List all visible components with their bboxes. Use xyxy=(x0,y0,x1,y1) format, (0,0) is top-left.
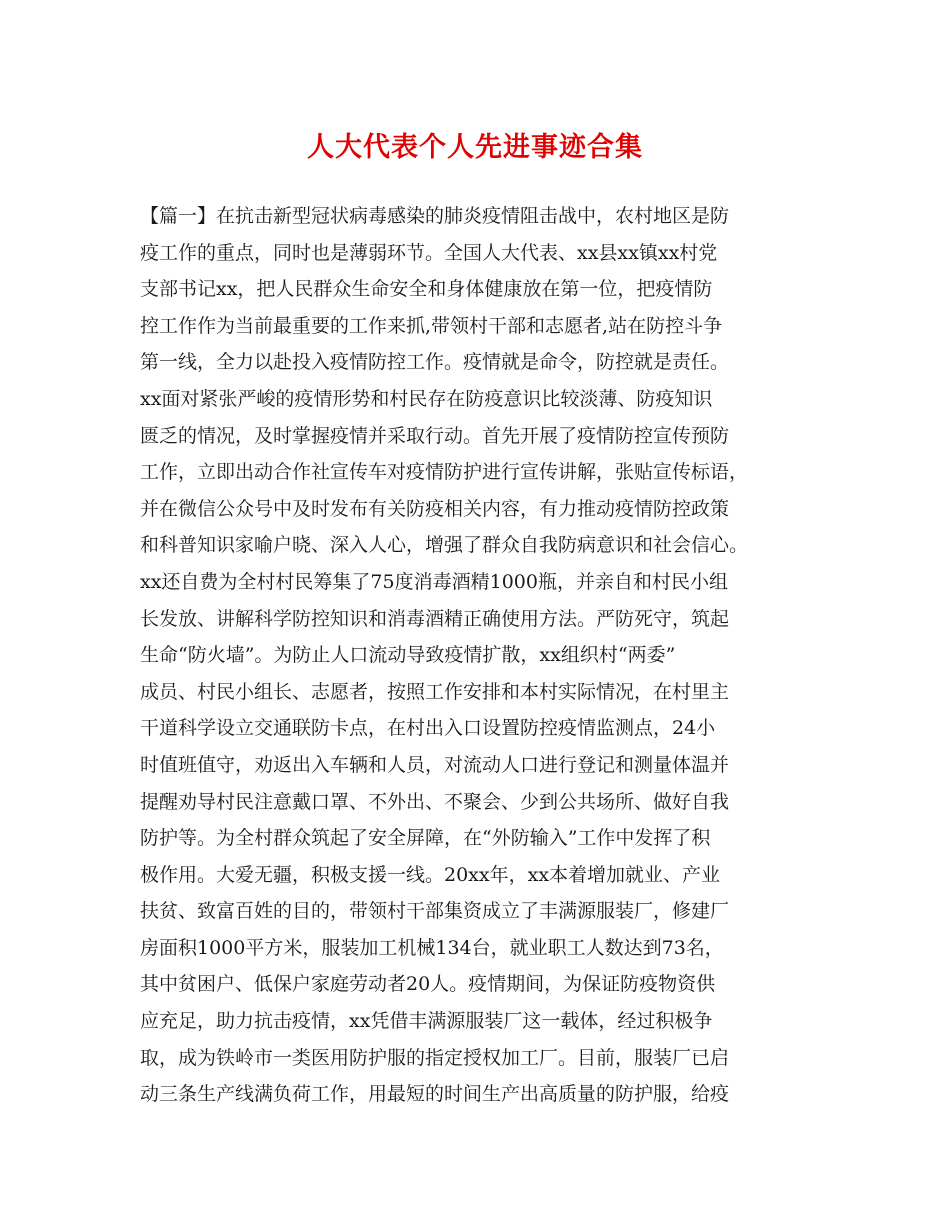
body-line: 控工作作为当前最重要的工作来抓,带领村干部和志愿者,站在防控斗争 xyxy=(140,314,723,337)
body-line: 【篇一】在抗击新型冠状病毒感染的肺炎疫情阻击战中，农村地区是防 xyxy=(140,205,730,227)
body-line: 工作，立即出动合作社宣传车对疫情防护进行宣传讲解，张贴宣传标语， xyxy=(140,461,749,484)
body-line: 生命“防火墙”。为防止人口流动导致疫情扩散，xx组织村“两委” xyxy=(140,644,676,667)
body-line: 应充足，助力抗击疫情，xx凭借丰满源服装厂这一载体，经过积极争 xyxy=(140,1010,713,1033)
document-title: 人大代表个人先进事迹合集 xyxy=(307,132,643,163)
body-line: 长发放、讲解科学防控知识和消毒酒精正确使用方法。严防死守，筑起 xyxy=(140,607,730,630)
body-line: 支部书记xx，把人民群众生命安全和身体健康放在第一位，把疫情防 xyxy=(140,278,713,301)
body-line: 成员、村民小组长、志愿者，按照工作安排和本村实际情况，在村里主 xyxy=(140,680,730,703)
body-line: 取，成为铁岭市一类医用防护服的指定授权加工厂。目前，服装厂已启 xyxy=(140,1046,730,1069)
body-line: 防护等。为全村群众筑起了安全屏障，在“外防输入”工作中发挥了积 xyxy=(140,827,711,850)
body-line: 提醒劝导村民注意戴口罩、不外出、不聚会、少到公共场所、做好自我 xyxy=(140,790,730,813)
body-line: 时值班值守，劝返出入车辆和人员，对流动人口进行登记和测量体温并 xyxy=(140,753,730,776)
body-line: 匮乏的情况，及时掌握疫情并采取行动。首先开展了疫情防控宣传预防 xyxy=(140,424,730,447)
body-line: xx面对紧张严峻的疫情形势和村民存在防疫意识比较淡薄、防疫知识 xyxy=(140,387,713,410)
body-line: 动三条生产线满负荷工作，用最短的时间生产出高质量的防护服，给疫 xyxy=(140,1083,730,1106)
body-line: 房面积1000平方米，服装加工机械134台，就业职工人数达到73名， xyxy=(140,936,724,959)
body-line: 并在微信公众号中及时发布有关防疫相关内容，有力推动疫情防控政策 xyxy=(140,497,730,520)
body-line: 疫工作的重点，同时也是薄弱环节。全国人大代表、xx县xx镇xx村党 xyxy=(140,241,718,264)
body-line: 其中贫困户、低保户家庭劳动者20人。疫情期间，为保证防疫物资供 xyxy=(140,973,716,996)
body-line: 扶贫、致富百姓的目的，带领村干部集资成立了丰满源服装厂，修建厂 xyxy=(140,900,730,923)
body-line: xx还自费为全村村民筹集了75度消毒酒精1000瓶，并亲自和村民小组 xyxy=(140,570,728,593)
body-line: 极作用。大爱无疆，积极支援一线。20xx年，xx本着增加就业、产业 xyxy=(140,863,721,886)
body-line: 第一线，全力以赴投入疫情防控工作。疫情就是命令，防控就是责任。 xyxy=(140,351,730,374)
body-line: 和科普知识家喻户晓、深入人心，增强了群众自我防病意识和社会信心。 xyxy=(140,534,749,557)
document-body xyxy=(140,198,830,1113)
body-line: 干道科学设立交通联防卡点，在村出入口设置防控疫情监测点，24小 xyxy=(140,717,716,740)
